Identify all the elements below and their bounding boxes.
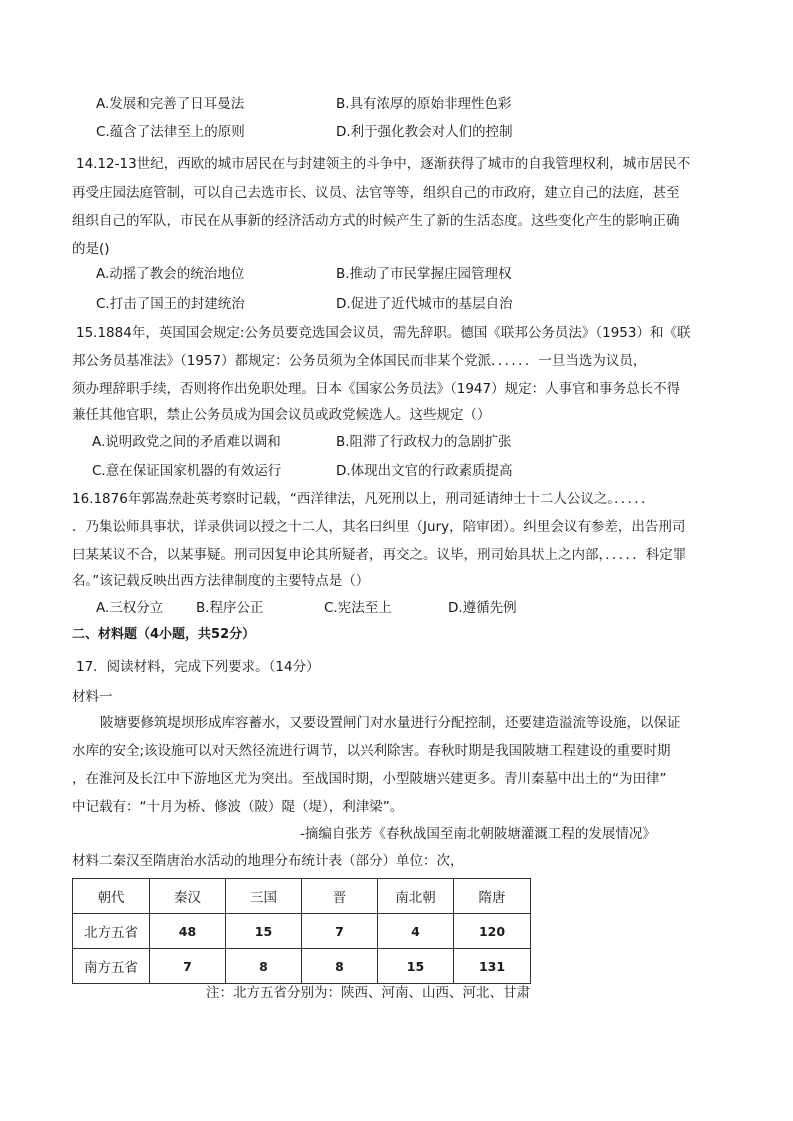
table-cell: 131 [454, 949, 531, 984]
q16-option-c: C.宪法至上 [324, 600, 392, 616]
table-cell: 15 [378, 949, 454, 984]
statistics-table [72, 878, 531, 984]
material-1-line-4: 中记载有：“十月为桥、修波（陂）隄（堤），利津梁”。 [72, 799, 404, 815]
q14-stem-line-3: 组织自己的军队，市民在从事新的经济活动方式的时候产生了新的生活态度。这些变化产生的影响正确 [72, 213, 680, 229]
table-cell: 8 [226, 949, 302, 984]
table-row-label: 南方五省 [73, 949, 150, 984]
table-row-label: 北方五省 [73, 914, 150, 949]
q17-stem: 17．阅读材料，完成下列要求。（14分） [76, 659, 320, 675]
table-cell: 120 [454, 914, 531, 949]
table-cell: 7 [150, 949, 226, 984]
material-1-label: 材料一 [72, 689, 113, 705]
q16-stem-line-1: 16.1876年郭嵩焘赴英考察时记载，“西洋律法，凡死刑以上，刑司延请绅士十二人公议之。．．．．． [72, 491, 655, 507]
q15-stem-line-3: 须办理辞职手续，否则将作出免职处理。日本《国家公务员法》（1947）规定：人事官和事务总长不得 [72, 381, 681, 397]
table-row [73, 949, 531, 984]
table-header-cell: 南北朝 [378, 879, 454, 914]
q14-option-a: A.动摇了教会的统治地位 [96, 266, 245, 282]
q16-stem-line-3: 曰某某议不合，以某事疑。刑司因复申论其所疑者，再交之。议毕，刑司始具状上之内部，．．．．．科定罪 [72, 547, 687, 563]
q14-option-d: D.促进了近代城市的基层自治 [336, 296, 513, 312]
table-cell: 8 [302, 949, 378, 984]
material-2-title: 材料二秦汉至隋唐治水活动的地理分布统计表（部分）单位：次， [72, 853, 464, 869]
q15-option-b: B.阻滞了行政权力的急剧扩张 [336, 434, 512, 450]
q13-option-d: D.利于强化教会对人们的控制 [336, 124, 513, 140]
q14-option-b: B.推动了市民掌握庄园管理权 [336, 266, 512, 282]
q15-stem-line-4: 兼任其他官职，禁止公务员成为国会议员或政党候选人。这些规定（） [72, 407, 491, 423]
q15-option-a: A.说明政党之间的矛盾难以调和 [92, 434, 281, 450]
q14-option-c: C.打击了国王的封建统治 [96, 296, 245, 312]
q14-stem-line-1: 14.12-13世纪，西欧的城市居民在与封建领主的斗争中，逐渐获得了城市的自我管理权利，城市居民不 [76, 156, 691, 172]
q14-stem-line-4: 的是() [72, 241, 110, 257]
table-cell: 7 [302, 914, 378, 949]
material-1-line-1: 陂塘要修筑堤坝形成库容蓄水，又要设置闸门对水量进行分配控制，还要建造溢流等设施，以保证 [100, 715, 681, 731]
q13-option-a: A.发展和完善了日耳曼法 [96, 96, 245, 112]
q16-option-b: B.程序公正 [196, 600, 264, 616]
q15-option-c: C.意在保证国家机器的有效运行 [92, 463, 282, 479]
table-header-row [73, 879, 531, 914]
table-header-cell: 秦汉 [150, 879, 226, 914]
table-row [73, 914, 531, 949]
q13-option-c: C.蕴含了法律至上的原则 [96, 124, 245, 140]
material-1-source: -摘编自张芳《春秋战国至南北朝陂塘灌溉工程的发展情况》 [300, 826, 656, 842]
table-note: 注：北方五省分别为：陕西、河南、山西、河北、甘肃 [206, 985, 530, 1001]
q16-stem-line-4: 名。”该记载反映出西方法律制度的主要特点是（） [72, 573, 370, 589]
table-header-cell: 三国 [226, 879, 302, 914]
q15-option-d: D.体现出文官的行政素质提高 [336, 463, 513, 479]
section-heading: 二、材料题（4小题，共52分） [72, 627, 256, 642]
material-1-line-2: 水库的安全;该设施可以对天然径流进行调节，以兴利除害。春秋时期是我国陂塘工程建设的重要时期 [72, 743, 671, 759]
q16-stem-line-2: ．乃集讼师具事状，详录供词以授之十二人，其名曰纠里（Jury，陪审团）。纠里会议有参差，出告刑司 [72, 519, 686, 535]
table-header-cell: 朝代 [73, 879, 150, 914]
table-cell: 4 [378, 914, 454, 949]
q16-option-d: D.遵循先例 [448, 600, 517, 616]
table-header-cell: 隋唐 [454, 879, 531, 914]
q14-stem-line-2: 再受庄园法庭管制，可以自己去选市长、议员、法官等等，组织自己的市政府，建立自己的法庭，甚至 [72, 185, 680, 201]
material-1-line-3: ，在淮河及长江中下游地区尤为突出。至战国时期，小型陂塘兴建更多。青川秦墓中出土的“为田律” [72, 771, 667, 787]
q13-option-b: B.具有浓厚的原始非理性色彩 [336, 96, 512, 112]
q15-stem-line-2: 邦公务员基准法》（1957）都规定：公务员须为全体国民而非某个党派．．．．．．一旦当选为议员， [72, 353, 647, 369]
table-header-cell: 晋 [302, 879, 378, 914]
q16-option-a: A.三权分立 [96, 600, 164, 616]
q15-stem-line-1: 15.1884年，英国国会规定:公务员要竞选国会议员，需先辞职。德国《联邦公务员法》（1953）和《联 [76, 325, 691, 341]
table-cell: 48 [150, 914, 226, 949]
table-cell: 15 [226, 914, 302, 949]
